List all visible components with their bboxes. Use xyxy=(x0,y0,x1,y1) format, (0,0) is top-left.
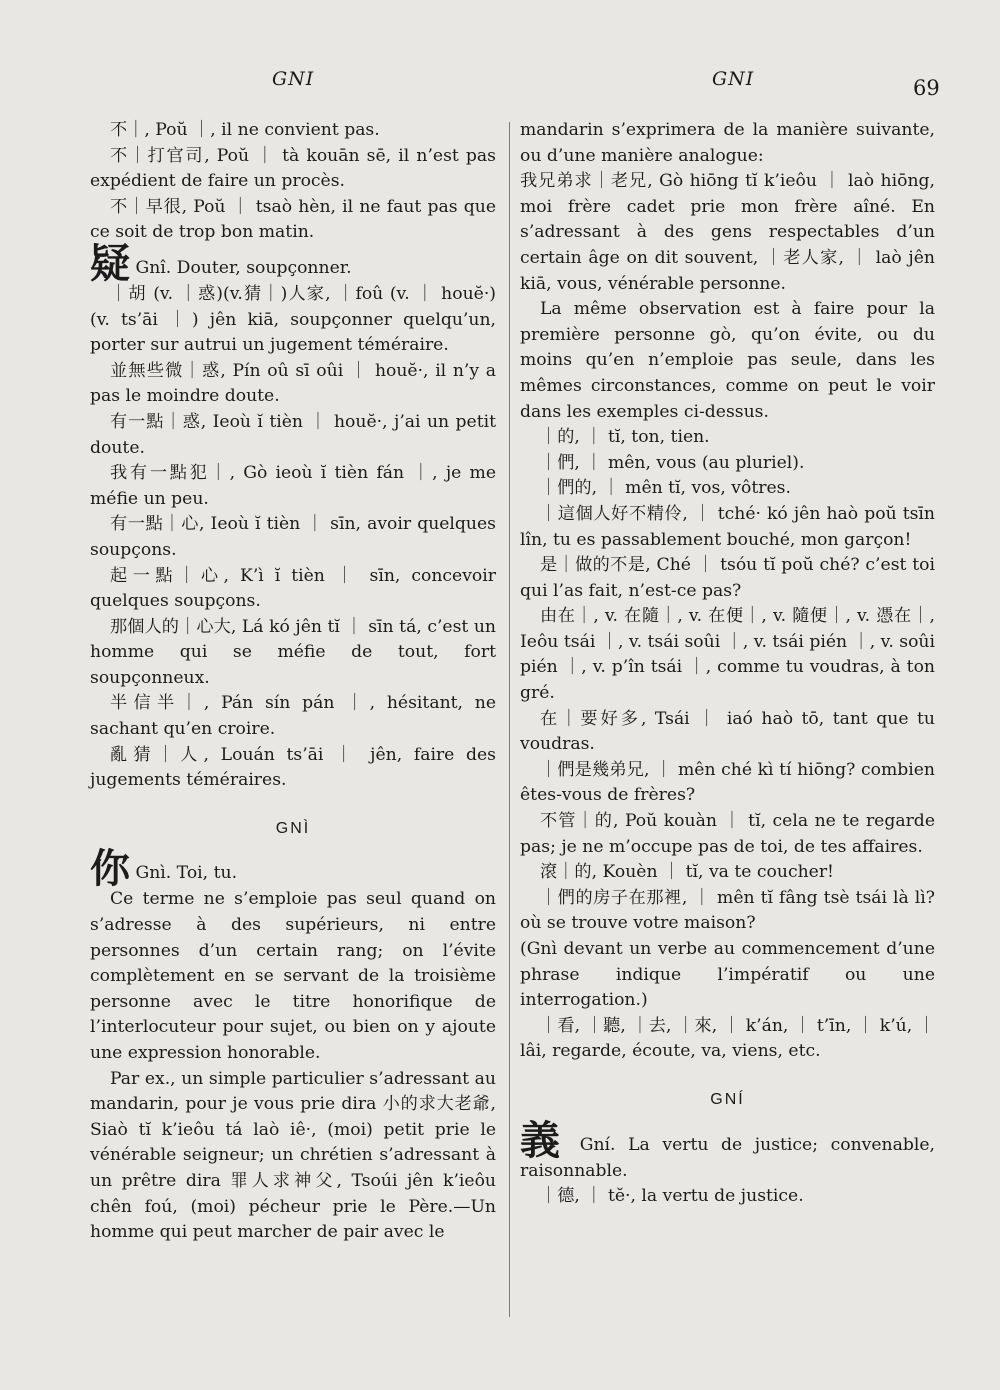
dictionary-entry: Par ex., un simple particulier s’adressant au mandarin, pour je vous prie dira 小的求大老爺, Siaò tĭ k’ieôu tá laò iê·, (moi) petit prie le vénérable seigneur; un chrétien s’adressant à un prêtre dira 罪人求神父, Tsoúi jên k’ieôu chên foú, (moi) pécheur prie le Père.—Un homme qui peut marcher de pair avec le xyxy=(90,1068,496,1243)
dictionary-entry: 是｜做的不是, Ché ｜ tsóu tĭ poŭ ché? c’est toi qui l’as fait, n’est-ce pas? xyxy=(520,555,935,601)
headword-character: 你 xyxy=(90,846,130,893)
running-header-left: GNI xyxy=(272,68,315,90)
dictionary-entry: ｜這個人好不精伶, ｜ tché· kó jên haò poŭ tsīn lîn, tu es passablement bouché, mon garçon! xyxy=(520,503,935,550)
dictionary-entry: ｜的, ｜ tĭ, ton, tien. xyxy=(540,427,710,448)
dictionary-entry: 有一點｜惑, Ieoù ĭ tièn ｜ houĕ·, j’ai un petit doute. xyxy=(90,411,496,458)
headword-entry xyxy=(90,846,496,893)
dictionary-entry: mandarin s’exprimera de la manière suivante, ou d’une manière analogue: xyxy=(520,120,935,166)
section-heading: GNÍ xyxy=(710,1090,745,1108)
dictionary-entry: ｜們是幾弟兄, ｜ mên ché kì tí hiōng? combien êtes-vous de frères? xyxy=(520,759,935,806)
dictionary-entry: 不｜早很, Poŭ ｜ tsaò hèn, il ne faut pas que ce soit de trop bon matin. xyxy=(90,196,496,243)
left-column xyxy=(90,118,496,1246)
dictionary-entry: ｜胡 (v. ｜惑)(v.猜｜)人家, ｜foû (v. ｜ houĕ·) (v. ts’āi ｜) jên kiā, soupçonner quelqu’un, porter sur autrui un jugement téméraire. xyxy=(90,283,496,356)
dictionary-entry: ｜看, ｜聽, ｜去, ｜來, ｜ k’án, ｜ t’īn, ｜ k’ú, ｜ lâi, regarde, écoute, va, viens, etc. xyxy=(520,1015,935,1062)
dictionary-entry: 不管｜的, Poŭ kouàn ｜ tĭ, cela ne te regarde pas; je ne m’occupe pas de toi, de tes affaires. xyxy=(520,811,935,857)
dictionary-entry: 不｜打官司, Poŭ ｜ tà kouān sē, il n’est pas expédient de faire un procès. xyxy=(90,145,496,192)
section-heading: GNÌ xyxy=(275,819,311,837)
dictionary-entry: 我有一點犯｜, Gò ieoù ĭ tièn fán ｜, je me méfie un peu. xyxy=(90,463,496,509)
headword-gloss: Gní. La vertu de justice; convenable, raisonnable. xyxy=(520,1134,935,1181)
dictionary-entry: 並無些微｜惑, Pín oû sī oûi ｜ houĕ·, il n’y a pas le moindre doute. xyxy=(90,360,496,407)
dictionary-entry: La même observation est à faire pour la première personne gò, qu’on évite, ou du moins qu’en n’emploie pas seule, dans les mêmes circonstances, comme on peut le voir dans les exemples ci-dessus. xyxy=(520,299,935,422)
running-header-right: GNI xyxy=(712,68,755,90)
dictionary-entry: 半信半｜, Pán sín pán ｜, hésitant, ne sachant qu’en croire. xyxy=(90,693,496,740)
page-number: 69 xyxy=(913,76,940,100)
dictionary-entry: 由在｜, v. 在隨｜, v. 在便｜, v. 隨便｜, v. 憑在｜, Ieôu tsái ｜, v. tsái soûi ｜, v. tsái pién ｜, v. soûi pién ｜, v. p’în tsái ｜, comme tu voudras, à ton gré. xyxy=(520,606,935,704)
headword-gloss: Gnî. Douter, soupçonner. xyxy=(130,257,352,278)
dictionary-entry: 那個人的｜心大, Lá kó jên tĭ ｜ sīn tá, c’est un homme qui se méfie de tout, fort soupçonneux. xyxy=(90,616,496,688)
dictionary-entry: 滾｜的, Kouèn ｜ tĭ, va te coucher! xyxy=(540,862,834,883)
column-divider xyxy=(509,122,510,1317)
headword-character: 義 xyxy=(520,1117,568,1164)
headword-character: 疑 xyxy=(90,240,130,287)
dictionary-entry: (Gnì devant un verbe au commencement d’une phrase indique l’impératif ou une interrogation.) xyxy=(520,939,935,1011)
dictionary-entry: ｜們的房子在那裡, ｜ mên tĭ fâng tsè tsái là lì? où se trouve votre maison? xyxy=(520,887,935,934)
dictionary-entry: 我兄弟求｜老兄, Gò hiōng tĭ k’ieôu ｜ laò hiōng, moi frère cadet prie mon frère aîné. En s’adressant à des gens respectables d’un certain âge on dit souvent, ｜老人家, ｜ laò jên kiā, vous, vénérable personne. xyxy=(520,171,935,294)
dictionary-entry: 亂猜｜人, Louán ts’āi ｜ jên, faire des jugements téméraires. xyxy=(90,744,496,791)
headword-entry xyxy=(520,1117,935,1185)
headword-gloss: Gnì. Toi, tu. xyxy=(130,863,238,884)
dictionary-entry: 有一點｜心, Ieoù ĭ tièn ｜ sīn, avoir quelques soupçons. xyxy=(90,514,496,560)
dictionary-entry: ｜德, ｜ tĕ·, la vertu de justice. xyxy=(540,1186,804,1207)
dictionary-entry: Ce terme ne s’emploie pas seul quand on s’adresse à des supérieurs, ni entre personnes d’un certain rang; on l’évite complètement en se servant de la troisième personne avec le titre honorifique de l’interlocuteur pour sujet, ou bien on y ajoute une expression honorable. xyxy=(90,889,496,1063)
headword-entry xyxy=(90,240,496,287)
dictionary-entry: 起一點｜心, K’ì ĭ tièn ｜ sīn, concevoir quelques soupçons. xyxy=(90,565,496,612)
dictionary-entry: ｜們, ｜ mên, vous (au pluriel). xyxy=(540,452,805,473)
right-column xyxy=(520,118,935,1210)
dictionary-entry: 在｜要好多, Tsái ｜ iaó haò tō, tant que tu voudras. xyxy=(520,708,935,755)
dictionary-entry: 不｜, Poŭ ｜, il ne convient pas. xyxy=(110,120,380,140)
dictionary-entry: ｜們的, ｜ mên tĭ, vos, vôtres. xyxy=(540,478,791,499)
